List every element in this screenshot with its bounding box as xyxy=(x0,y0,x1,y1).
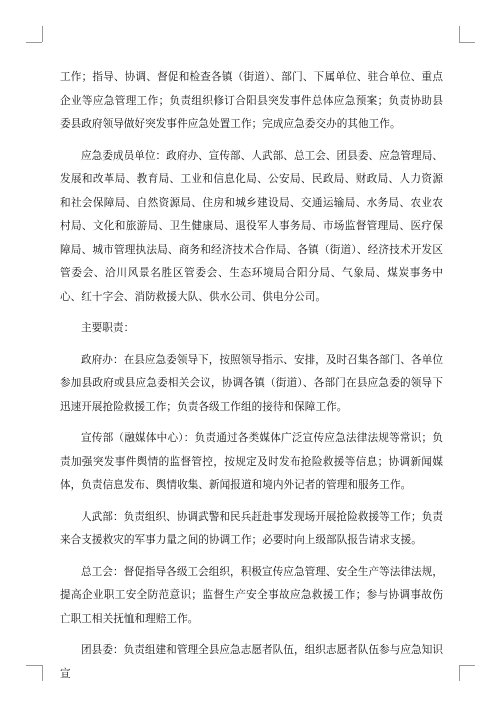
crop-mark-bottom-left-vertical xyxy=(42,665,43,681)
section-heading-main-duties: 主要职责： xyxy=(81,322,135,334)
document-body xyxy=(60,66,443,694)
paragraph-member-units: 应急委成员单位：政府办、宣传部、人武部、总工会、团县委、应急管理局、发展和改革局、教育局、工业和信息化局、公安局、民政局、财政局、人力资源和社会保障局、自然资源局、住房和城乡建设局、交通运输局、水务局、农业农村局、文化和旅游局、卫生健康局、退役军人事务局、市场监督管理局、医疗保障局、城市管理执法局、商务和经济技术合作局、各镇（街道）、经济技术开发区管委会、洽川风景名胜区管委会、生态环境局合阳分局、气象局、煤炭事务中心、红十字会、消防救援大队、供水公司、供电分公司。 xyxy=(60,149,443,303)
paragraph-armed-forces-department: 人武部：负责组织、协调武警和民兵赶赴事发现场开展抢险救援等工作；负责来合支援救灾的军事力量之间的协调工作；必要时向上级部队报告请求支援。 xyxy=(60,510,443,546)
crop-mark-bottom-right-vertical xyxy=(459,665,460,681)
crop-mark-top-left-vertical xyxy=(42,26,43,42)
crop-mark-bottom-right-horizontal xyxy=(459,665,475,666)
paragraph-government-office: 政府办：在县应急委领导下，按照领导指示、安排，及时召集各部门、各单位参加县政府或县应急委相关会议，协调各镇（街道）、各部门在县应急委的领导下迅速开展抢险救援工作；负责各级工作组的接待和保障工作。 xyxy=(60,353,443,413)
paragraph-continuation: 工作；指导、协调、督促和检查各镇（街道）、部门、下属单位、驻合单位、重点企业等应急管理工作；负责组织修订合阳县突发事件总体应急预案；负责协助县委县政府领导做好突发事件应急处置工作；完成应急委交办的其他工作。 xyxy=(60,71,443,130)
paragraph-publicity-department: 宣传部（融媒体中心）：负责通过各类媒体广泛宣传应急法律法规等常识；负责加强突发事件舆情的监督管控，按规定及时发布抢险救援等信息；协调新闻媒体，负责信息发布、舆情收集、新闻报道和境内外记者的管理和服务工作。 xyxy=(60,432,443,491)
paragraph-trade-union: 总工会：督促指导各级工会组织，积极宣传应急管理、安全生产等法律法规，提高企业职工安全防范意识；监督生产安全事故应急救援工作；参与协调事故伤亡职工相关抚恤和理赔工作。 xyxy=(60,565,443,625)
paragraph-youth-league: 团县委：负责组建和管理全县应急志愿者队伍，组织志愿者队伍参与应急知识宣 xyxy=(60,644,443,680)
crop-mark-top-right-vertical xyxy=(459,26,460,42)
crop-mark-top-left-horizontal xyxy=(26,42,42,43)
crop-mark-top-right-horizontal xyxy=(459,42,475,43)
crop-mark-bottom-left-horizontal xyxy=(26,665,42,666)
